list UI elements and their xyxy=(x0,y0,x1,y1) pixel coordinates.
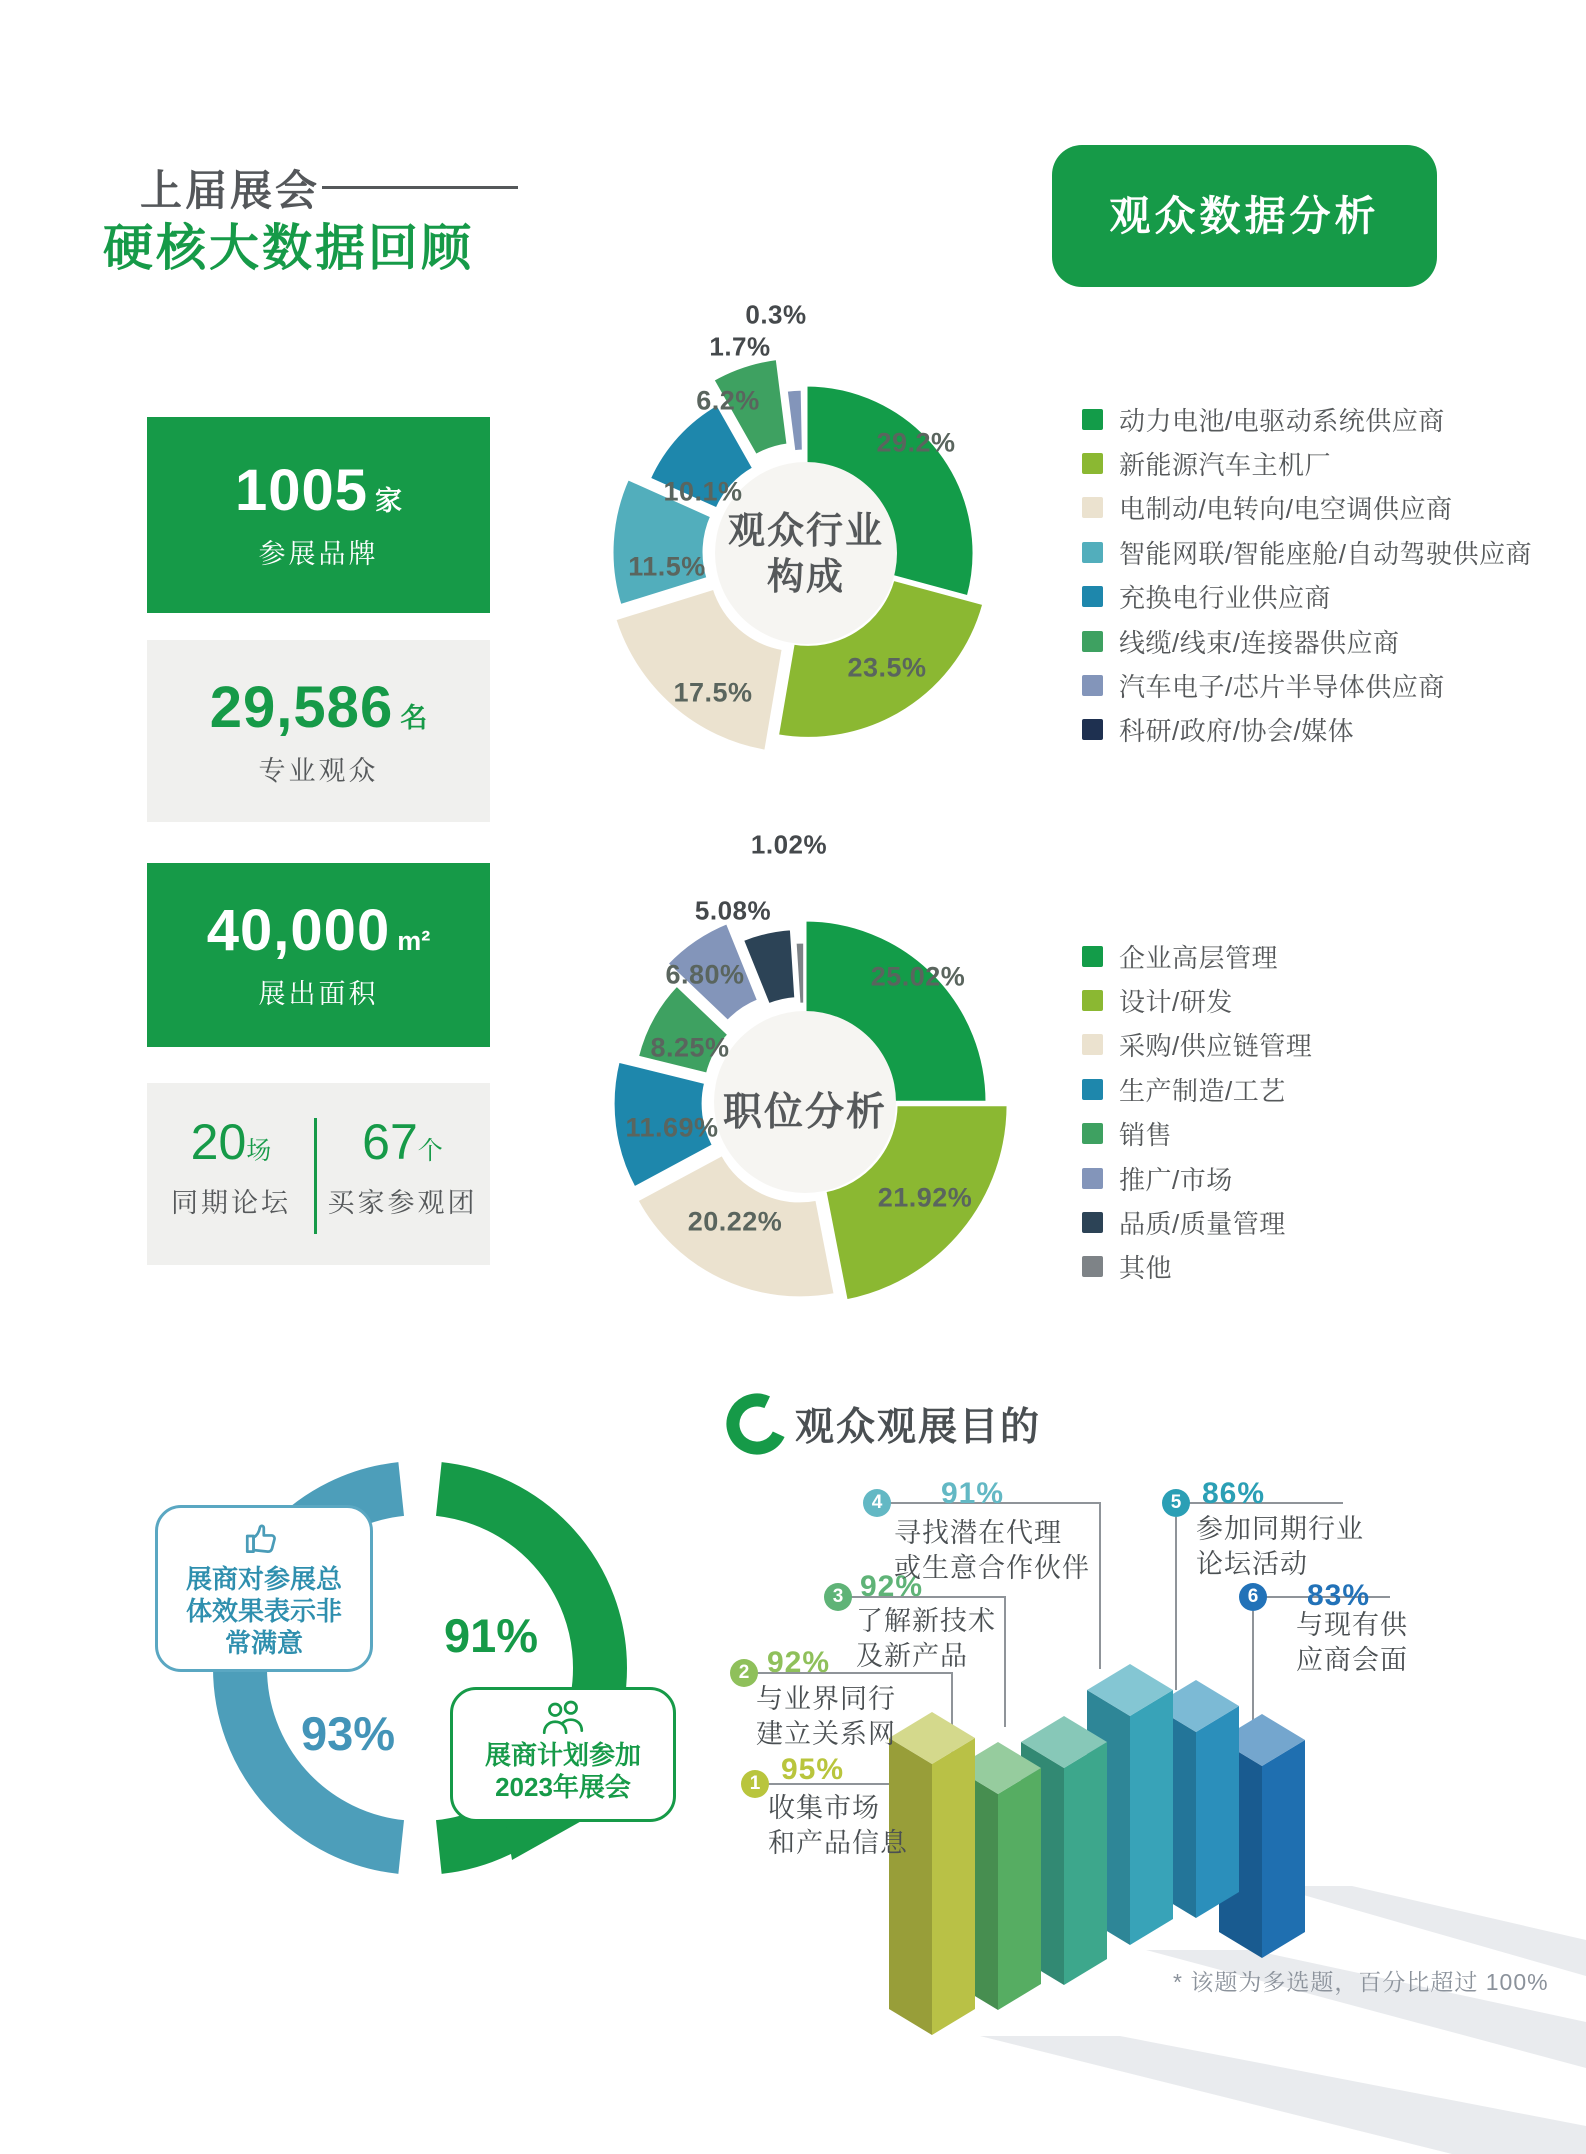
purpose-label-5: 参加同期行业 论坛活动 xyxy=(1196,1514,1364,1579)
industry-legend xyxy=(1082,397,1552,752)
stat-card-professional-visitors xyxy=(147,640,490,822)
legend-item xyxy=(1082,486,1552,530)
position-donut-percent-4: 8.25% xyxy=(650,1032,730,1063)
legend-swatch xyxy=(1082,542,1103,563)
legend-swatch xyxy=(1082,1168,1103,1189)
legend-swatch xyxy=(1082,586,1103,607)
legend-swatch xyxy=(1082,409,1103,430)
legend-swatch xyxy=(1082,1256,1103,1277)
legend-item xyxy=(1082,575,1552,619)
legend-label: 新能源汽车主机厂 xyxy=(1119,450,1332,481)
bar-shadow-streak xyxy=(1272,1886,1586,1976)
stat-unit: 场 xyxy=(246,1137,272,1165)
legend-item xyxy=(1082,663,1552,707)
stat-value: 1005 xyxy=(234,458,369,523)
purpose-section-header xyxy=(725,1392,1041,1456)
callout-text-line: 体效果表示非 xyxy=(185,1596,342,1627)
badge-audience-data-analysis: 观众数据分析 xyxy=(1052,145,1437,287)
industry-donut-percent-7: 0.3% xyxy=(745,299,807,330)
legend-item xyxy=(1082,441,1552,485)
stat-forums xyxy=(147,1113,315,1220)
legend-label: 采购/供应链管理 xyxy=(1119,1031,1313,1062)
stat-value-row xyxy=(147,897,490,964)
industry-donut-percent-5: 6.2% xyxy=(696,385,760,416)
legend-label: 线缆/线束/连接器供应商 xyxy=(1119,627,1400,658)
stat-caption: 买家参观团 xyxy=(327,1188,478,1218)
purpose-label-3: 了解新技术 及新产品 xyxy=(856,1606,996,1671)
purpose-bar-5-front-face xyxy=(1196,1706,1239,1918)
purpose-percent-5: 86% xyxy=(1202,1477,1266,1510)
purpose-label-1: 收集市场 和产品信息 xyxy=(768,1793,908,1858)
legend-item xyxy=(1082,530,1552,574)
legend-label: 推广/市场 xyxy=(1119,1164,1233,1195)
stat-value: 29,586 xyxy=(209,675,394,740)
stat-unit: 个 xyxy=(417,1137,443,1165)
industry-donut-percent-4: 10.1% xyxy=(663,476,743,507)
legend-label: 企业高层管理 xyxy=(1119,942,1279,973)
purpose-bar-6-front-face xyxy=(1262,1740,1305,1958)
stat-unit: 名 xyxy=(400,703,428,733)
purpose-rank-badge-1: 1 xyxy=(741,1770,769,1798)
position-donut-percent-0: 25.02% xyxy=(870,961,966,992)
people-icon xyxy=(539,1696,587,1734)
stat-unit: 家 xyxy=(375,486,403,516)
center-label-line: 职位分析 xyxy=(722,1091,887,1134)
callout-text-line: 展商计划参加 xyxy=(484,1740,641,1770)
position-donut-percent-1: 21.92% xyxy=(877,1182,973,1213)
purpose-bar-3-front-face xyxy=(1064,1742,1107,1985)
legend-item xyxy=(1082,708,1552,752)
legend-item xyxy=(1082,397,1552,441)
callout-satisfaction xyxy=(155,1505,373,1672)
legend-item xyxy=(1082,1112,1552,1156)
purpose-rank-badge-4: 4 xyxy=(863,1489,891,1517)
purpose-rank-badge-2: 2 xyxy=(730,1659,758,1687)
center-label-line: 构成 xyxy=(767,556,845,598)
legend-label: 品质/质量管理 xyxy=(1119,1209,1286,1240)
legend-swatch xyxy=(1082,675,1103,696)
title-divider-line xyxy=(322,186,518,189)
position-donut-percent-7: 1.02% xyxy=(750,829,828,860)
stat-value-row xyxy=(147,457,490,524)
legend-swatch xyxy=(1082,631,1103,652)
legend-label: 其他 xyxy=(1119,1253,1173,1284)
legend-swatch xyxy=(1082,1034,1103,1055)
legend-swatch xyxy=(1082,497,1103,518)
legend-label: 动力电池/电驱动系统供应商 xyxy=(1119,405,1445,436)
survey-footnote: * 该题为多选题，百分比超过 100% xyxy=(1173,1969,1549,1995)
position-donut-percent-2: 20.22% xyxy=(687,1206,783,1237)
ring-percent-plan-2023: 91% xyxy=(444,1609,539,1662)
position-donut-percent-3: 11.69% xyxy=(625,1112,719,1143)
bar-shadow-streak xyxy=(980,2036,1586,2154)
legend-swatch xyxy=(1082,990,1103,1011)
stat-caption: 专业观众 xyxy=(258,756,379,786)
legend-swatch xyxy=(1082,1079,1103,1100)
legend-swatch xyxy=(1082,719,1103,740)
stat-value-row xyxy=(315,1113,490,1171)
legend-label: 电制动/电转向/电空调供应商 xyxy=(1119,494,1453,525)
legend-swatch xyxy=(1082,1212,1103,1233)
purpose-percent-3: 92% xyxy=(860,1570,924,1603)
industry-donut-percent-2: 17.5% xyxy=(673,677,753,708)
purpose-percent-4: 91% xyxy=(941,1477,1005,1510)
position-donut-percent-6: 5.08% xyxy=(694,895,772,926)
stat-caption: 同期论坛 xyxy=(171,1188,291,1218)
center-label-line: 观众行业 xyxy=(728,510,884,551)
industry-donut-percent-6: 1.7% xyxy=(709,331,771,362)
legend-label: 销售 xyxy=(1119,1120,1173,1151)
purpose-percent-6: 83% xyxy=(1307,1579,1371,1612)
purpose-rank-badge-5: 5 xyxy=(1162,1489,1190,1517)
purpose-bar-4-front-face xyxy=(1130,1690,1173,1945)
industry-donut-percent-1: 23.5% xyxy=(847,652,927,683)
industry-donut-percent-3: 11.5% xyxy=(628,551,706,582)
callout-text-line: 2023年展会 xyxy=(495,1772,631,1803)
callout-text-line: 展商对参展总 xyxy=(185,1564,342,1594)
callout-text-line: 常满意 xyxy=(224,1628,303,1659)
industry-donut-percent-0: 29.2% xyxy=(876,427,956,458)
stat-caption: 参展品牌 xyxy=(258,539,379,569)
stat-value: 20 xyxy=(190,1114,247,1170)
legend-swatch xyxy=(1082,1123,1103,1144)
stat-value-row xyxy=(147,1113,315,1171)
purpose-label-2: 与业界同行 建立关系网 xyxy=(756,1684,896,1749)
legend-label: 智能网联/智能座舱/自动驾驶供应商 xyxy=(1119,538,1532,569)
stat-card-divider xyxy=(314,1118,317,1234)
stat-card-exhibitor-brands xyxy=(147,417,490,613)
legend-item xyxy=(1082,1200,1552,1244)
legend-swatch xyxy=(1082,946,1103,967)
stat-value: 40,000 xyxy=(206,898,391,963)
purpose-bar-2-front-face xyxy=(998,1768,1041,2010)
position-donut-center-label xyxy=(695,1081,915,1137)
legend-label: 设计/研发 xyxy=(1119,987,1233,1018)
stat-caption: 展出面积 xyxy=(258,979,379,1009)
legend-item xyxy=(1082,1023,1552,1067)
position-donut-percent-5: 6.80% xyxy=(665,959,745,990)
stat-buyer-groups xyxy=(315,1113,490,1220)
legend-item xyxy=(1082,978,1552,1022)
purpose-percent-2: 92% xyxy=(767,1646,831,1679)
stat-value-row xyxy=(147,674,490,741)
legend-label: 汽车电子/芯片半导体供应商 xyxy=(1119,672,1445,703)
legend-item xyxy=(1082,1156,1552,1200)
legend-label: 充换电行业供应商 xyxy=(1119,583,1332,614)
legend-item xyxy=(1082,1067,1552,1111)
legend-item xyxy=(1082,1245,1552,1289)
industry-donut-wedge-7 xyxy=(803,388,806,455)
legend-item xyxy=(1082,619,1552,663)
thumbs-up-icon xyxy=(241,1516,287,1558)
purpose-label-6: 与现有供 应商会面 xyxy=(1296,1610,1408,1675)
industry-donut-center-label xyxy=(696,508,916,601)
purpose-bar-1-front-face xyxy=(932,1738,975,2035)
stat-unit: m² xyxy=(397,926,431,956)
callout-plan-2023 xyxy=(450,1687,676,1822)
page-title: 硬核大数据回顾 xyxy=(103,220,474,276)
purpose-label-4: 寻找潜在代理 或生意合作伙伴 xyxy=(894,1518,1090,1583)
c-arc-icon xyxy=(725,1392,789,1456)
purpose-section-title: 观众观展目的 xyxy=(795,1406,1042,1449)
section-title-previous-expo: 上届展会 xyxy=(140,167,321,214)
purpose-rank-badge-3: 3 xyxy=(824,1583,852,1611)
legend-label: 科研/政府/协会/媒体 xyxy=(1119,716,1355,747)
legend-item xyxy=(1082,934,1552,978)
purpose-rank-badge-6: 6 xyxy=(1239,1583,1267,1611)
stat-card-exhibition-area xyxy=(147,863,490,1047)
legend-swatch xyxy=(1082,453,1103,474)
purpose-percent-1: 95% xyxy=(781,1753,845,1786)
ring-percent-satisfied: 93% xyxy=(301,1707,396,1760)
stat-value: 67 xyxy=(362,1114,418,1170)
legend-label: 生产制造/工艺 xyxy=(1119,1075,1286,1106)
position-legend xyxy=(1082,934,1552,1289)
purpose-bar-1-left-face xyxy=(889,1738,932,2035)
callout-tail xyxy=(505,1819,585,1860)
